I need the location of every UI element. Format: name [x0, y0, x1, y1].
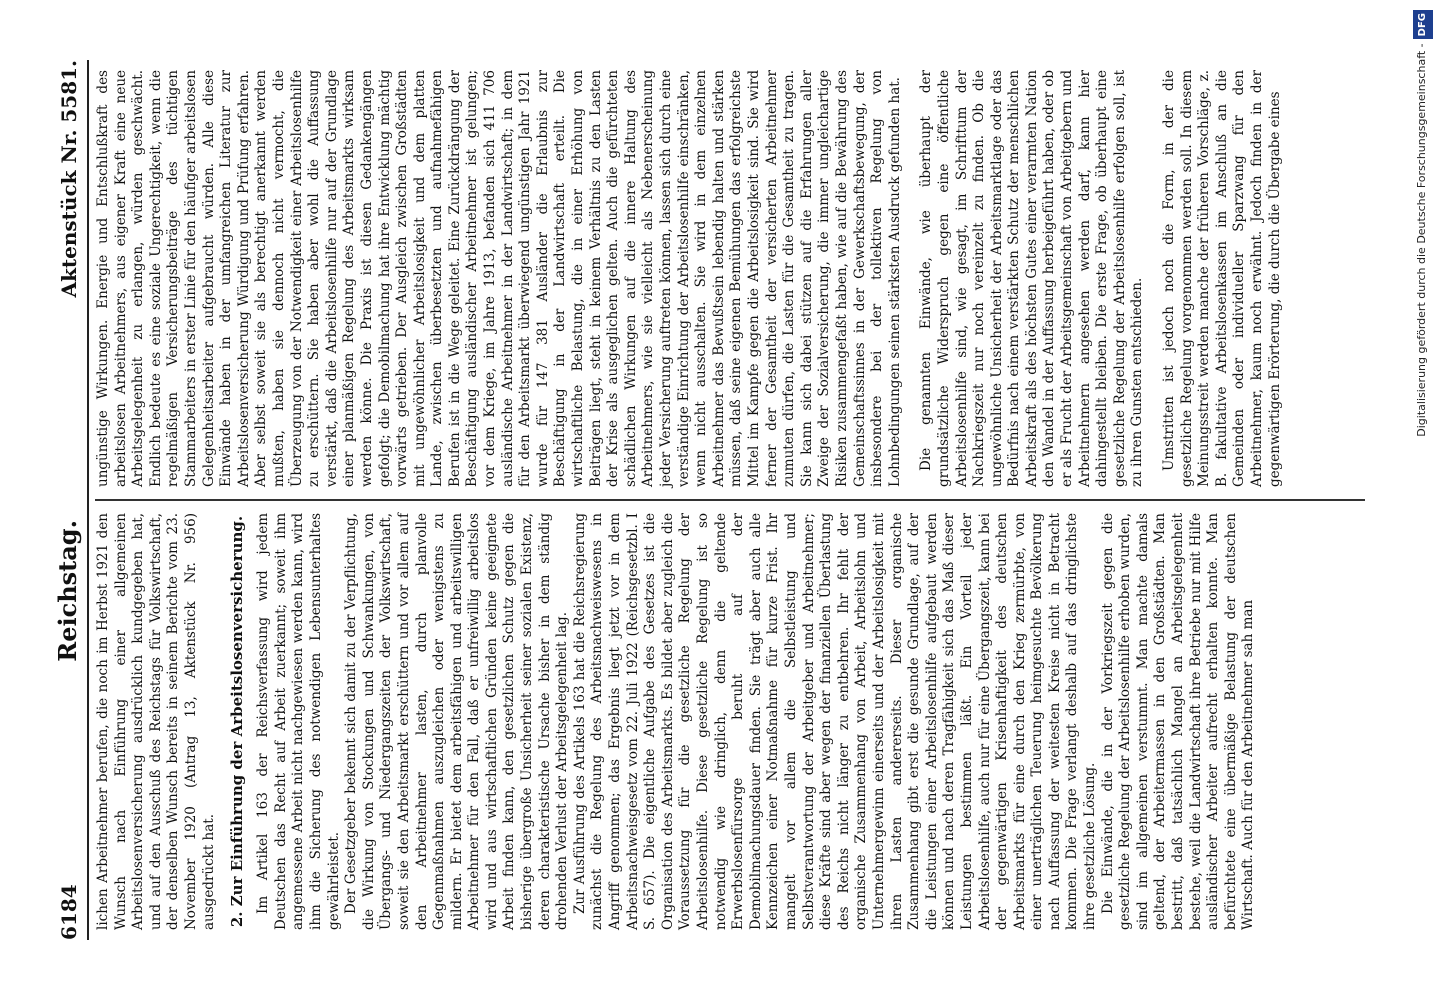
page-number: 6184 [57, 884, 81, 940]
dfg-logo: DFG [1413, 10, 1433, 39]
paragraph: lichen Arbeitnehmer berufen, die noch im Herbst 1921 den Wunsch nach Einführung einer allgemeinen Arbeitslosenversicherung ausdrücklich kundgegeben hat, und auf den Ausschuß des Reichstags für Volkswirtschaft, der denselben Wunsch bereits in seinem Berichte vom 23. November 1920 (Antrag 13, Aktenstück Nr. 956) ausgedrückt hat. [95, 513, 217, 930]
digitization-credit [1412, 10, 1432, 990]
paragraph: Die genannten Einwände, wie überhaupt der grundsätzliche Widerspruch gegen eine öffentliche Arbeitslosenhilfe sind, wie gesagt, im Schrifttum der Nachkriegszeit nur noch vereinzelt zu finden. Ob die ungewöhnliche Unsicherheit der Arbeitsmarktlage oder das Bedürfnis nach einem verstärkten Schutz der menschlichen Arbeitskraft als des höchsten Gutes einer verarmten Nation den Wandel in der Auffassung herbeigeführt haben, oder ob er als Frucht der Arbeitsgemeinschaft von Arbeitgebern und Arbeitnehmern angesehen werden darf, kann hier dahingestellt bleiben. Die erste Frage, ob überhaupt eine gesetzliche Regelung der Arbeitslosenhilfe erfolgen soll, ist zu ihren Gunsten entschieden. [918, 70, 1146, 487]
left-column [95, 503, 1365, 940]
right-column [95, 60, 1365, 497]
rotated-page-content [45, 50, 1385, 950]
paragraph-gap [904, 70, 918, 487]
paragraph: Der Gesetzgeber bekennt sich damit zu der Verpflichtung, die Wirkung von Stockungen und Schwankungen, von Übergangs- und Niedergangszeiten der Volkswirtschaft, soweit sie den Arbeitsmarkt erschüttern und vor allem auf den Arbeitnehmer lasten, durch planvolle Gegenmaßnahmen auszugleichen oder wenigstens zu mildern. Er bietet dem arbeitsfähigen und arbeitswilligen Arbeitnehmer für den Fall, daß er unfreiwillig arbeitslos wird und aus wirtschaftlichen Gründen keine geeignete Arbeit finden kann, den gesetzlichen Schutz gegen die bisherige übergroße Unsicherheit seiner sozialen Existenz, deren charakteristische Ursache bisher in dem ständig drohenden Verlust der Arbeitsgelegenheit lag. [343, 513, 571, 930]
paragraph-gap [1147, 70, 1161, 487]
page-header [53, 60, 89, 940]
paragraph: Umstritten ist jedoch noch die Form, in der die gesetzliche Regelung vorgenommen werden soll. In diesem Meinungsstreit werden manche der früheren Vorschläge, z. B. fakultative Arbeitslosenkassen im Anschluß an die Gemeinden oder individueller Sparzwang für den Arbeitnehmer, kaum noch erwähnt. Jedoch finden in der gegenwärtigen Erörterung, die durch die Übergabe eines [1161, 70, 1283, 487]
paragraph: ungünstige Wirkungen. Energie und Entschlußkraft des arbeitslosen Arbeitnehmers, aus eigener Kraft eine neue Arbeitsgelegenheit zu erlangen, würden geschwächt. Endlich bedeute es eine soziale Ungerechtigkeit, wenn die regelmäßigen Versicherungsbeiträge des tüchtigen Stammarbeiters in erster Linie für den häufiger arbeitslosen Gelegenheitsarbeiter aufgebraucht würden. Alle diese Einwände haben in der umfangreichen Literatur zur Arbeitslosenversicherung Würdigung und Prüfung erfahren. Aber selbst soweit sie als berechtigt anerkannt werden mußten, haben sie dennoch nicht vermocht, die Überzeugung von der Notwendigkeit einer Arbeitslosenhilfe zu erschüttern. Sie haben aber wohl die Auffassung verstärkt, daß die Arbeitslosenhilfe nur auf der Grundlage einer planmäßigen Regelung des Arbeitsmarkts wirksam werden könne. Die Praxis ist diesen Gedankengängen gefolgt; die Demobilmachung hat ihre Entwicklung mächtig vorwärts getrieben. Der Ausgleich zwischen Großstädten mit ungewöhnlicher Arbeitslosigkeit und dem platten Lande, zwischen überbesetzten und aufnahmefähigen Berufen ist in die Wege geleitet. Eine Zurückdrängung der Beschäftigung ausländischer Arbeitnehmer ist gelungen; vor dem Kriege, im Jahre 1913, befanden sich 411 706 ausländische Arbeitnehmer in der Landwirtschaft; in dem für den Arbeitsmarkt überwiegend ungünstigen Jahr 1921 wurde für 147 381 Ausländer die Erlaubnis zur Beschäftigung in der Landwirtschaft erteilt. Die wirtschaftliche Belastung, die in einer Erhöhung von Beiträgen liegt, steht in keinem Verhältnis zu den Lasten der Krise als ausgeglichen gelten. Auch die gefürchteten schädlichen Wirkungen auf die innere Haltung des Arbeitnehmers, wie sie vielleicht als Nebenerscheinung jeder Versicherung auftreten können, lassen sich durch eine verständige Einrichtung der Arbeitslosenhilfe einschränken, wenn nicht ausschalten. Sie wird in dem einzelnen Arbeitnehmer das Bewußtsein lebendig halten und stärken müssen, daß seine eigenen Bemühungen das erfolgreichste Mittel im Kampfe gegen die Arbeitslosigkeit sind. Sie wird ferner der Gesamtheit der versicherten Arbeitnehmer zumuten dürfen, die Lasten für die Gesamtheit zu tragen. Sie kann sich dabei stützen auf die Erfahrungen aller Zweige der Sozialversicherung, die immer ungleichartige Risiken zusammengefaßt haben, wie auf die Bewährung des Gemeinschaftssinnes in der Gewerkschaftsbewegung, der insbesondere bei der tollektiven Regelung von Lohnbedingungen seinen stärksten Ausdruck gefunden hat. [95, 70, 903, 487]
paragraph: Die Einwände, die in der Vorkriegszeit gegen die gesetzliche Regelung der Arbeitslosenhilfe erhoben wurden, sind im allgemeinen verstummt. Man machte damals geltend, der Arbeitermassen in den Großstädten. Man bestritt, daß tatsächlich Mangel an Arbeitsgelegenheit bestehe, weil die Landwirtschaft ihre Betriebe nur mit Hilfe ausländischer Arbeiter aufrecht erhalten konnte. Man befürchtete eine übermäßige Belastung der deutschen Wirtschaft. Auch für den Arbeitnehmer sah man [1099, 513, 1257, 930]
credit-text: Digitalisierung gefördert durch die Deutsche Forschungsgemeinschaft - [1415, 43, 1428, 437]
paragraph: Zur Ausführung des Artikels 163 hat die Reichsregierung zunächst die Regelung des Arbeitsnachweiswesens in Angriff genommen; das Ergebnis liegt jetzt vor in dem Arbeitsnachweisgesetz vom 22. Juli 1922 (Reichsgesetzbl. I S. 657). Die eigentliche Aufgabe des Gesetzes ist die Organisation des Arbeitsmarkts. Es bildet aber zugleich die Voraussetzung für die gesetzliche Regelung der Arbeitslosenhilfe. Diese gesetzliche Regelung ist so notwendig wie dringlich, denn die geltende Erwerbslosenfürsorge beruht auf der Demobilmachungsdauer finden. Sie trägt aber auch alle Kennzeichen einer Notmaßnahme für kurze Frist. Ihr mangelt vor allem die Selbstleistung und Selbstverantwortung der Arbeitgeber und Arbeitnehmer; diese Kräfte sind aber wegen der finanziellen Überlastung des Reichs nicht länger zu entbehren. Ihr fehlt der organische Zusammenhang von Arbeit, Arbeitslohn und Unternehmergewinn einerseits und der Arbeitslosigkeit mit ihren Lasten andererseits. Dieser organische Zusammenhang gibt erst die gesunde Grundlage, auf der die Leistungen einer Arbeitslosenhilfe aufgebaut werden können und nach deren Tragfähigkeit sich das Maß dieser Leistungen bestimmen läßt. Ein Vorteil jeder Arbeitslosenhilfe, auch nur für eine Übergangszeit, kann bei der gegenwärtigen Krisenhaftigkeit des deutschen Arbeitsmarkts für eine durch den Krieg zermürbte, von einer unerträglichen Teuerung heimgesuchte Bevölkerung nach Auffassung der weitesten Kreise nicht in Betracht kommen. Die Frage verlangt deshalb auf das dringlichste ihre gesetzliche Lösung. [571, 513, 1099, 930]
column-divider [95, 499, 1365, 501]
header-title: Reichstag. [53, 520, 82, 662]
paragraph: Im Artikel 163 der Reichsverfassung wird jedem Deutschen das Recht auf Arbeit zuerkannt; soweit ihm angemessene Arbeit nicht nachgewiesen werden kann, wird ihm die Sicherung des notwendigen Lebensunterhaltes gewährleistet. [255, 513, 342, 930]
text-columns [95, 60, 1365, 940]
document-number: Aktenstück Nr. 5581. [57, 60, 81, 298]
section-heading: 2. Zur Einführung der Arbeitslosenversicherung. [228, 515, 247, 928]
